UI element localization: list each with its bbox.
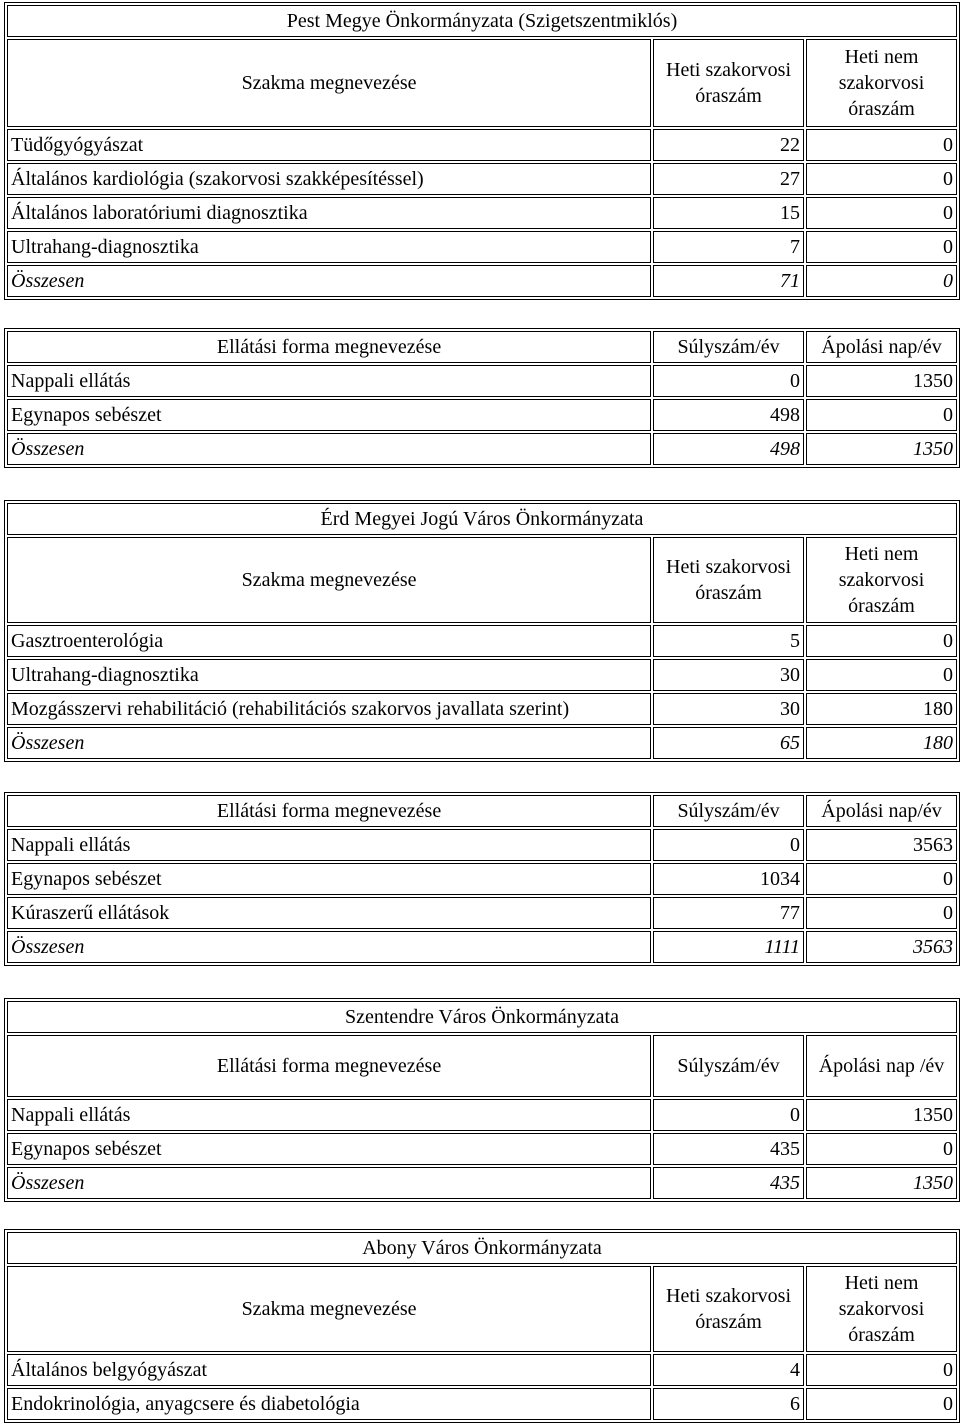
section-erd	[4, 500, 960, 762]
row-name: Tüdőgyógyászat	[7, 129, 651, 161]
header-care-form: Ellátási forma megnevezése	[7, 331, 651, 363]
table-row	[7, 399, 957, 431]
care-table	[4, 328, 960, 468]
header-care-days: Ápolási nap/év	[806, 331, 957, 363]
total-label: Összesen	[7, 1167, 651, 1199]
header-weight: Súlyszám/év	[653, 331, 804, 363]
table-row	[7, 1388, 957, 1420]
row-name: Általános laboratóriumi diagnosztika	[7, 197, 651, 229]
section-title: Szentendre Város Önkormányzata	[7, 1001, 957, 1033]
header-specialty: Szakma megnevezése	[7, 537, 651, 623]
row-value-2: 0	[806, 231, 957, 263]
row-value-1: 0	[653, 829, 804, 861]
total-label: Összesen	[7, 433, 651, 465]
row-name: Kúraszerű ellátások	[7, 897, 651, 929]
row-value-2: 0	[806, 1354, 957, 1386]
section-title: Abony Város Önkormányzata	[7, 1232, 957, 1264]
total-row	[7, 265, 957, 297]
row-name: Nappali ellátás	[7, 365, 651, 397]
section-pest-megye	[4, 2, 960, 300]
row-value-2: 0	[806, 625, 957, 657]
total-value-1: 71	[653, 265, 804, 297]
table-row	[7, 693, 957, 725]
row-name: Gasztroenterológia	[7, 625, 651, 657]
row-value-2: 0	[806, 659, 957, 691]
table-row	[7, 365, 957, 397]
section-title: Pest Megye Önkormányzata (Szigetszentmiklós)	[7, 5, 957, 37]
header-care-days: Ápolási nap /év	[806, 1035, 957, 1097]
header-specialty: Szakma megnevezése	[7, 1266, 651, 1352]
row-name: Mozgásszervi rehabilitáció (rehabilitációs szakorvos javallata szerint)	[7, 693, 651, 725]
table-row	[7, 1099, 957, 1131]
table-row	[7, 1133, 957, 1165]
header-specialty: Szakma megnevezése	[7, 39, 651, 127]
row-value-1: 15	[653, 197, 804, 229]
table-row	[7, 1354, 957, 1386]
header-care-form: Ellátási forma megnevezése	[7, 795, 651, 827]
total-row	[7, 931, 957, 963]
total-row	[7, 433, 957, 465]
total-value-2: 1350	[806, 433, 957, 465]
section-title: Érd Megyei Jogú Város Önkormányzata	[7, 503, 957, 535]
header-specialist-hours: Heti szakorvosi óraszám	[653, 39, 804, 127]
table-row	[7, 625, 957, 657]
row-value-2: 0	[806, 1388, 957, 1420]
row-name: Egynapos sebészet	[7, 399, 651, 431]
table-row	[7, 231, 957, 263]
header-nonspecialist-hours: Heti nem szakorvosi óraszám	[806, 39, 957, 127]
header-specialist-hours: Heti szakorvosi óraszám	[653, 1266, 804, 1352]
table-row	[7, 163, 957, 195]
row-value-2: 0	[806, 399, 957, 431]
row-value-2: 3563	[806, 829, 957, 861]
section-pest-megye-care	[4, 328, 960, 468]
row-name: Nappali ellátás	[7, 1099, 651, 1131]
section-szentendre	[4, 998, 960, 1202]
header-care-form: Ellátási forma megnevezése	[7, 1035, 651, 1097]
row-name: Nappali ellátás	[7, 829, 651, 861]
row-name: Általános kardiológia (szakorvosi szakképesítéssel)	[7, 163, 651, 195]
total-label: Összesen	[7, 265, 651, 297]
total-row	[7, 1167, 957, 1199]
total-value-1: 435	[653, 1167, 804, 1199]
section-erd-care	[4, 792, 960, 966]
total-row	[7, 727, 957, 759]
total-value-2: 1350	[806, 1167, 957, 1199]
row-name: Általános belgyógyászat	[7, 1354, 651, 1386]
care-table	[4, 792, 960, 966]
total-value-1: 498	[653, 433, 804, 465]
row-name: Ultrahang-diagnosztika	[7, 231, 651, 263]
row-value-2: 1350	[806, 365, 957, 397]
total-value-1: 65	[653, 727, 804, 759]
row-value-1: 498	[653, 399, 804, 431]
row-value-1: 7	[653, 231, 804, 263]
header-specialist-hours: Heti szakorvosi óraszám	[653, 537, 804, 623]
table-row	[7, 897, 957, 929]
row-value-2: 0	[806, 163, 957, 195]
row-value-2: 0	[806, 197, 957, 229]
row-value-1: 6	[653, 1388, 804, 1420]
hours-table	[4, 500, 960, 762]
total-label: Összesen	[7, 727, 651, 759]
row-value-2: 0	[806, 863, 957, 895]
row-value-1: 4	[653, 1354, 804, 1386]
total-value-2: 0	[806, 265, 957, 297]
row-value-1: 22	[653, 129, 804, 161]
row-value-2: 1350	[806, 1099, 957, 1131]
table-row	[7, 829, 957, 861]
total-value-2: 180	[806, 727, 957, 759]
row-name: Egynapos sebészet	[7, 1133, 651, 1165]
row-value-1: 27	[653, 163, 804, 195]
row-value-1: 0	[653, 365, 804, 397]
row-value-2: 0	[806, 897, 957, 929]
section-abony	[4, 1229, 960, 1423]
row-value-1: 77	[653, 897, 804, 929]
care-table	[4, 998, 960, 1202]
header-weight: Súlyszám/év	[653, 795, 804, 827]
row-name: Egynapos sebészet	[7, 863, 651, 895]
total-value-1: 1111	[653, 931, 804, 963]
row-name: Endokrinológia, anyagcsere és diabetológia	[7, 1388, 651, 1420]
header-nonspecialist-hours: Heti nem szakorvosi óraszám	[806, 537, 957, 623]
row-value-1: 0	[653, 1099, 804, 1131]
row-value-1: 5	[653, 625, 804, 657]
hours-table	[4, 1229, 960, 1423]
row-value-1: 435	[653, 1133, 804, 1165]
row-value-2: 0	[806, 129, 957, 161]
header-care-days: Ápolási nap/év	[806, 795, 957, 827]
row-value-1: 30	[653, 693, 804, 725]
table-row	[7, 659, 957, 691]
table-row	[7, 129, 957, 161]
row-name: Ultrahang-diagnosztika	[7, 659, 651, 691]
header-weight: Súlyszám/év	[653, 1035, 804, 1097]
total-value-2: 3563	[806, 931, 957, 963]
hours-table	[4, 2, 960, 300]
row-value-2: 0	[806, 1133, 957, 1165]
table-row	[7, 197, 957, 229]
total-label: Összesen	[7, 931, 651, 963]
header-nonspecialist-hours: Heti nem szakorvosi óraszám	[806, 1266, 957, 1352]
table-row	[7, 863, 957, 895]
row-value-1: 1034	[653, 863, 804, 895]
row-value-1: 30	[653, 659, 804, 691]
row-value-2: 180	[806, 693, 957, 725]
